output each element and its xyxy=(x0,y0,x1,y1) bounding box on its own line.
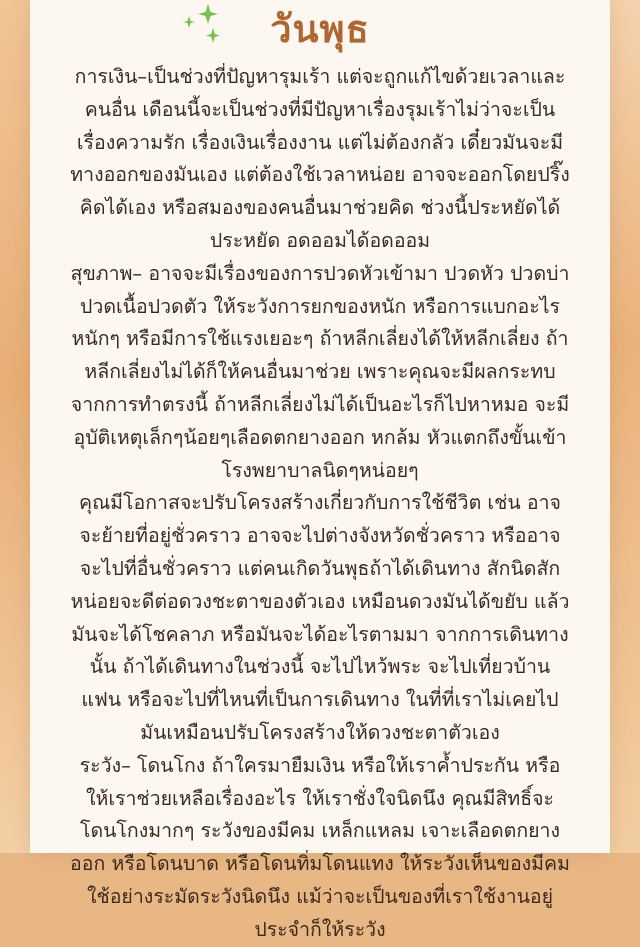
paragraph-health: สุขภาพ– อาจจะมีเรื่องของการปวดหัวเข้ามา ปวดหัว ปวดบ่า ปวดเนื้อปวดตัว ให้ระวังการยกของหนัก หรือการแบกอะไรหนักๆ หรือมีการใช้แรงเยอะๆ ถ้าหลีกเลี่ยงได้ให้หลีกเลี่ยง ถ้าหลีกเลี่ยงไม่ได้ก็ให้คนอื่นมาช่วย เพราะคุณจะมีผลกระทบจากการทำตรงนี้ ถ้าหลีกเลี่ยงไม่ได้เป็นอะไรก็ไปหาหมอ จะมีอุบัติเหตุเล็กๆน้อยๆเลือดตกยางออก หกล้ม หัวแตกถึงขั้นเข้าโรงพยาบาลนิดๆหน่อยๆ xyxy=(70,261,570,482)
paragraph-finance: การเงิน–เป็นช่วงที่ปัญหารุมเร้า แต่จะถูกแก้ไขด้วยเวลาและคนอื่น เดือนนี้จะเป็นช่วงที่มีปัญหาเรื่องรุมเร้าไม่ว่าจะเป็นเรื่องความรัก เรื่องเงินเรื่องงาน แต่ไม่ต้องกลัว เดี๋ยวมันจะมีทางออกของมันเอง แต่ต้องใช้เวลาหน่อย อาจจะออกโดยปริ๊งคิดได้เอง หรือสมองของคนอื่นมาช่วยคิด ช่วงนี้ประหยัดได้ประหยัด อดออมได้อดออม xyxy=(70,65,570,252)
paragraph-caution: ระวัง– โดนโกง ถ้าใครมายืมเงิน หรือให้เราค้ำประกัน หรือให้เราช่วยเหลือเรื่องอะไร ให้เราชั่งใจนิดนึง คุณมีสิทธิ์จะโดนโกงมากๆ ระวังของมีคม เหล็กแหลม เจาะเลือดตกยางออก หรือโดนบาด หรือโดนทิ่มโดนแทง ให้ระวังเห็นของมีคมใช้อย่างระมัดระวังนิดนึง แม้ว่าจะเป็นของที่เราใช้งานอยู่ประจำก็ให้ระวัง xyxy=(70,753,570,941)
page-title: วันพุธ xyxy=(270,6,370,51)
horoscope-text xyxy=(70,61,570,947)
content-card xyxy=(30,0,610,941)
paragraph-lifestyle: คุณมีโอกาสจะปรับโครงสร้างเกี่ยวกับการใช้ชีวิต เช่น อาจจะย้ายที่อยู่ชั่วคราว อาจจะไปต่างจังหวัดชั่วคราว หรืออาจจะไปที่อื่นชั่วคราว แต่คนเกิดวันพุธถ้าได้เดินทาง สักนิดสักหน่อยจะดีต่อดวงชะตาของตัวเอง เหมือนดวงมันได้ขยับ แล้วมันจะได้โชคลาภ หรือมันจะได้อะไรตามมา จากการเดินทางนั้น ถ้าได้เดินทางในช่วงนี้ จะไปไหว้พระ จะไปเที่ยวบ้านแฟน หรือจะไปที่ไหนที่เป็นการเดินทาง ในที่ที่เราไม่เคยไป มันเหมือนปรับโครงสร้างให้ดวงชะตาตัวเอง xyxy=(70,491,570,744)
